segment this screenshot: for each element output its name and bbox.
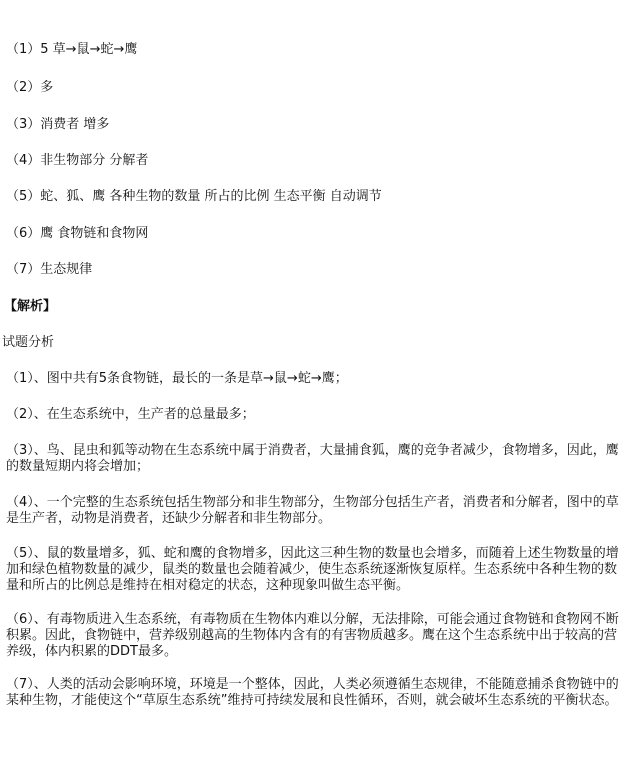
- analysis-item-4: （4）、一个完整的生态系统包括生物部分和非生物部分，生物部分包括生产者，消费者和分解者，图中的草是生产者，动物是消费者，还缺少分解者和非生物部分。: [6, 495, 619, 526]
- analysis-item-6: （6）、有毒物质进入生态系统，有毒物质在生物体内难以分解，无法排除，可能会通过食物链和食物网不断积累。因此，食物链中，营养级别越高的生物体内含有的有害物质越多。鹰在这个生态系统中出于较高的营养级，体内积累的DDT最多。: [6, 612, 619, 659]
- analysis-item-7: （7）、人类的活动会影响环境，环境是一个整体，因此，人类必须遵循生态规律，不能随意捕杀食物链中的某种生物，才能使这个“草原生态系统”维持可持续发展和良性循环，否则，就会破坏生态系统的平衡状态。: [6, 677, 619, 708]
- analysis-heading: 【解析】: [4, 299, 57, 314]
- answer-line-4: （4）非生物部分 分解者: [6, 153, 149, 168]
- analysis-item-1: （1）、图中共有5条食物链，最长的一条是草→鼠→蛇→鹰；: [6, 371, 348, 386]
- answer-line-5: （5）蛇、狐、鹰 各种生物的数量 所占的比例 生态平衡 自动调节: [6, 189, 382, 204]
- answer-line-7: （7）生态规律: [6, 262, 93, 277]
- answer-line-2: （2）多: [6, 80, 54, 95]
- analysis-subheading: 试题分析: [2, 335, 55, 350]
- answer-line-1: （1）5 草→鼠→蛇→鹰: [6, 42, 138, 57]
- analysis-item-3: （3）、鸟、昆虫和狐等动物在生态系统中属于消费者，大量捕食狐，鹰的竞争者减少，食物增多，因此，鹰的数量短期内将会增加；: [6, 443, 619, 474]
- analysis-item-5: （5）、鼠的数量增多，狐、蛇和鹰的食物增多，因此这三种生物的数量也会增多，而随着上述生物数量的增加和绿色植物数量的减少，鼠类的数量也会随着减少，使生态系统逐渐恢复原样。生态系统中各种生物的数量和所占的比例总是维持在相对稳定的状态，这种现象叫做生态平衡。: [6, 546, 619, 593]
- answer-line-3: （3）消费者 增多: [6, 117, 110, 132]
- answer-line-6: （6）鹰 食物链和食物网: [6, 226, 149, 241]
- analysis-item-2: （2）、在生态系统中，生产者的总量最多；: [6, 407, 255, 422]
